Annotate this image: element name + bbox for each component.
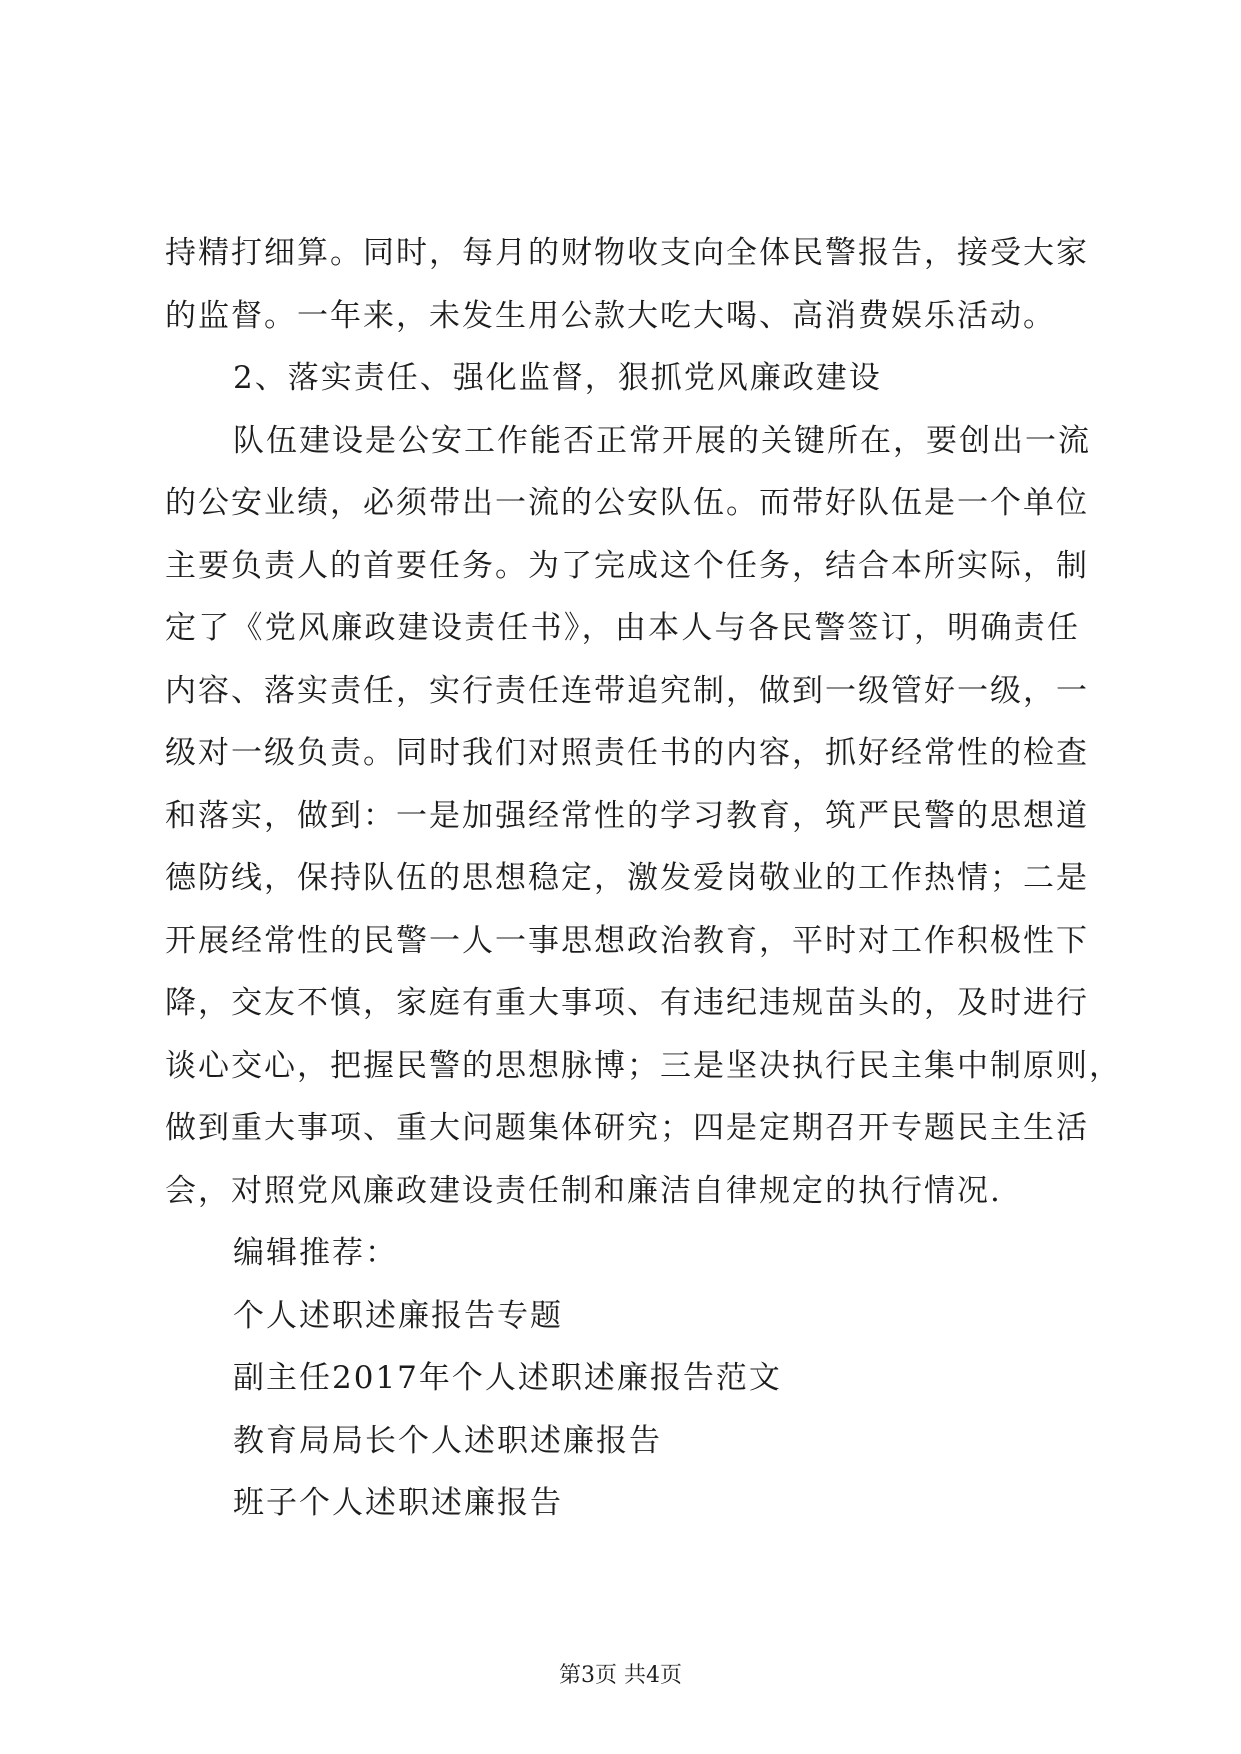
- paragraph-line: 内容、落实责任，实行责任连带追究制，做到一级管好一级，一: [165, 672, 1089, 709]
- recommend-title: 编辑推荐：: [233, 1235, 398, 1271]
- recommend-link[interactable]: 副主任2017年个人述职述廉报告范文: [233, 1360, 782, 1396]
- paragraph-line: 持精打细算。同时，每月的财物收支向全体民警报告，接受大家: [165, 235, 1089, 271]
- paragraph-line: 德防线，保持队伍的思想稳定，激发爱岗敬业的工作热情；二是: [165, 860, 1089, 896]
- paragraph-line: 主要负责人的首要任务。为了完成这个任务，结合本所实际，制: [165, 547, 1089, 584]
- paragraph-line: 降，交友不慎，家庭有重大事项、有违纪违规苗头的，及时进行: [165, 985, 1089, 1021]
- paragraph-line: 和落实，做到：一是加强经常性的学习教育，筑严民警的思想道: [165, 797, 1089, 834]
- paragraph-line: 会，对照党风廉政建设责任制和廉洁自律规定的执行情况.: [165, 1172, 1002, 1209]
- paragraph-line: 定了《党风廉政建设责任书》，由本人与各民警签订，明确责任: [165, 610, 1080, 646]
- paragraph-line: 谈心交心，把握民警的思想脉博；三是坚决执行民主集中制原则，: [165, 1047, 1122, 1084]
- section-heading: 2、落实责任、强化监督，狠抓党风廉政建设: [233, 360, 882, 396]
- recommend-link[interactable]: 班子个人述职述廉报告: [233, 1485, 563, 1521]
- document-body: [165, 228, 1122, 1541]
- paragraph-line: 队伍建设是公安工作能否正常开展的关键所在，要创出一流: [233, 422, 1091, 459]
- recommend-link[interactable]: 教育局局长个人述职述廉报告: [233, 1422, 662, 1459]
- recommend-link[interactable]: 个人述职述廉报告专题: [233, 1297, 563, 1334]
- paragraph-line: 开展经常性的民警一人一事思想政治教育，平时对工作积极性下: [165, 922, 1089, 959]
- page-footer: 第3页 共4页: [559, 1663, 682, 1688]
- paragraph-line: 的监督。一年来，未发生用公款大吃大喝、高消费娱乐活动。: [165, 297, 1056, 334]
- paragraph-line: 做到重大事项、重大问题集体研究；四是定期召开专题民主生活: [165, 1110, 1089, 1146]
- paragraph-line: 级对一级负责。同时我们对照责任书的内容，抓好经常性的检查: [165, 735, 1089, 771]
- paragraph-line: 的公安业绩，必须带出一流的公安队伍。而带好队伍是一个单位: [165, 485, 1089, 521]
